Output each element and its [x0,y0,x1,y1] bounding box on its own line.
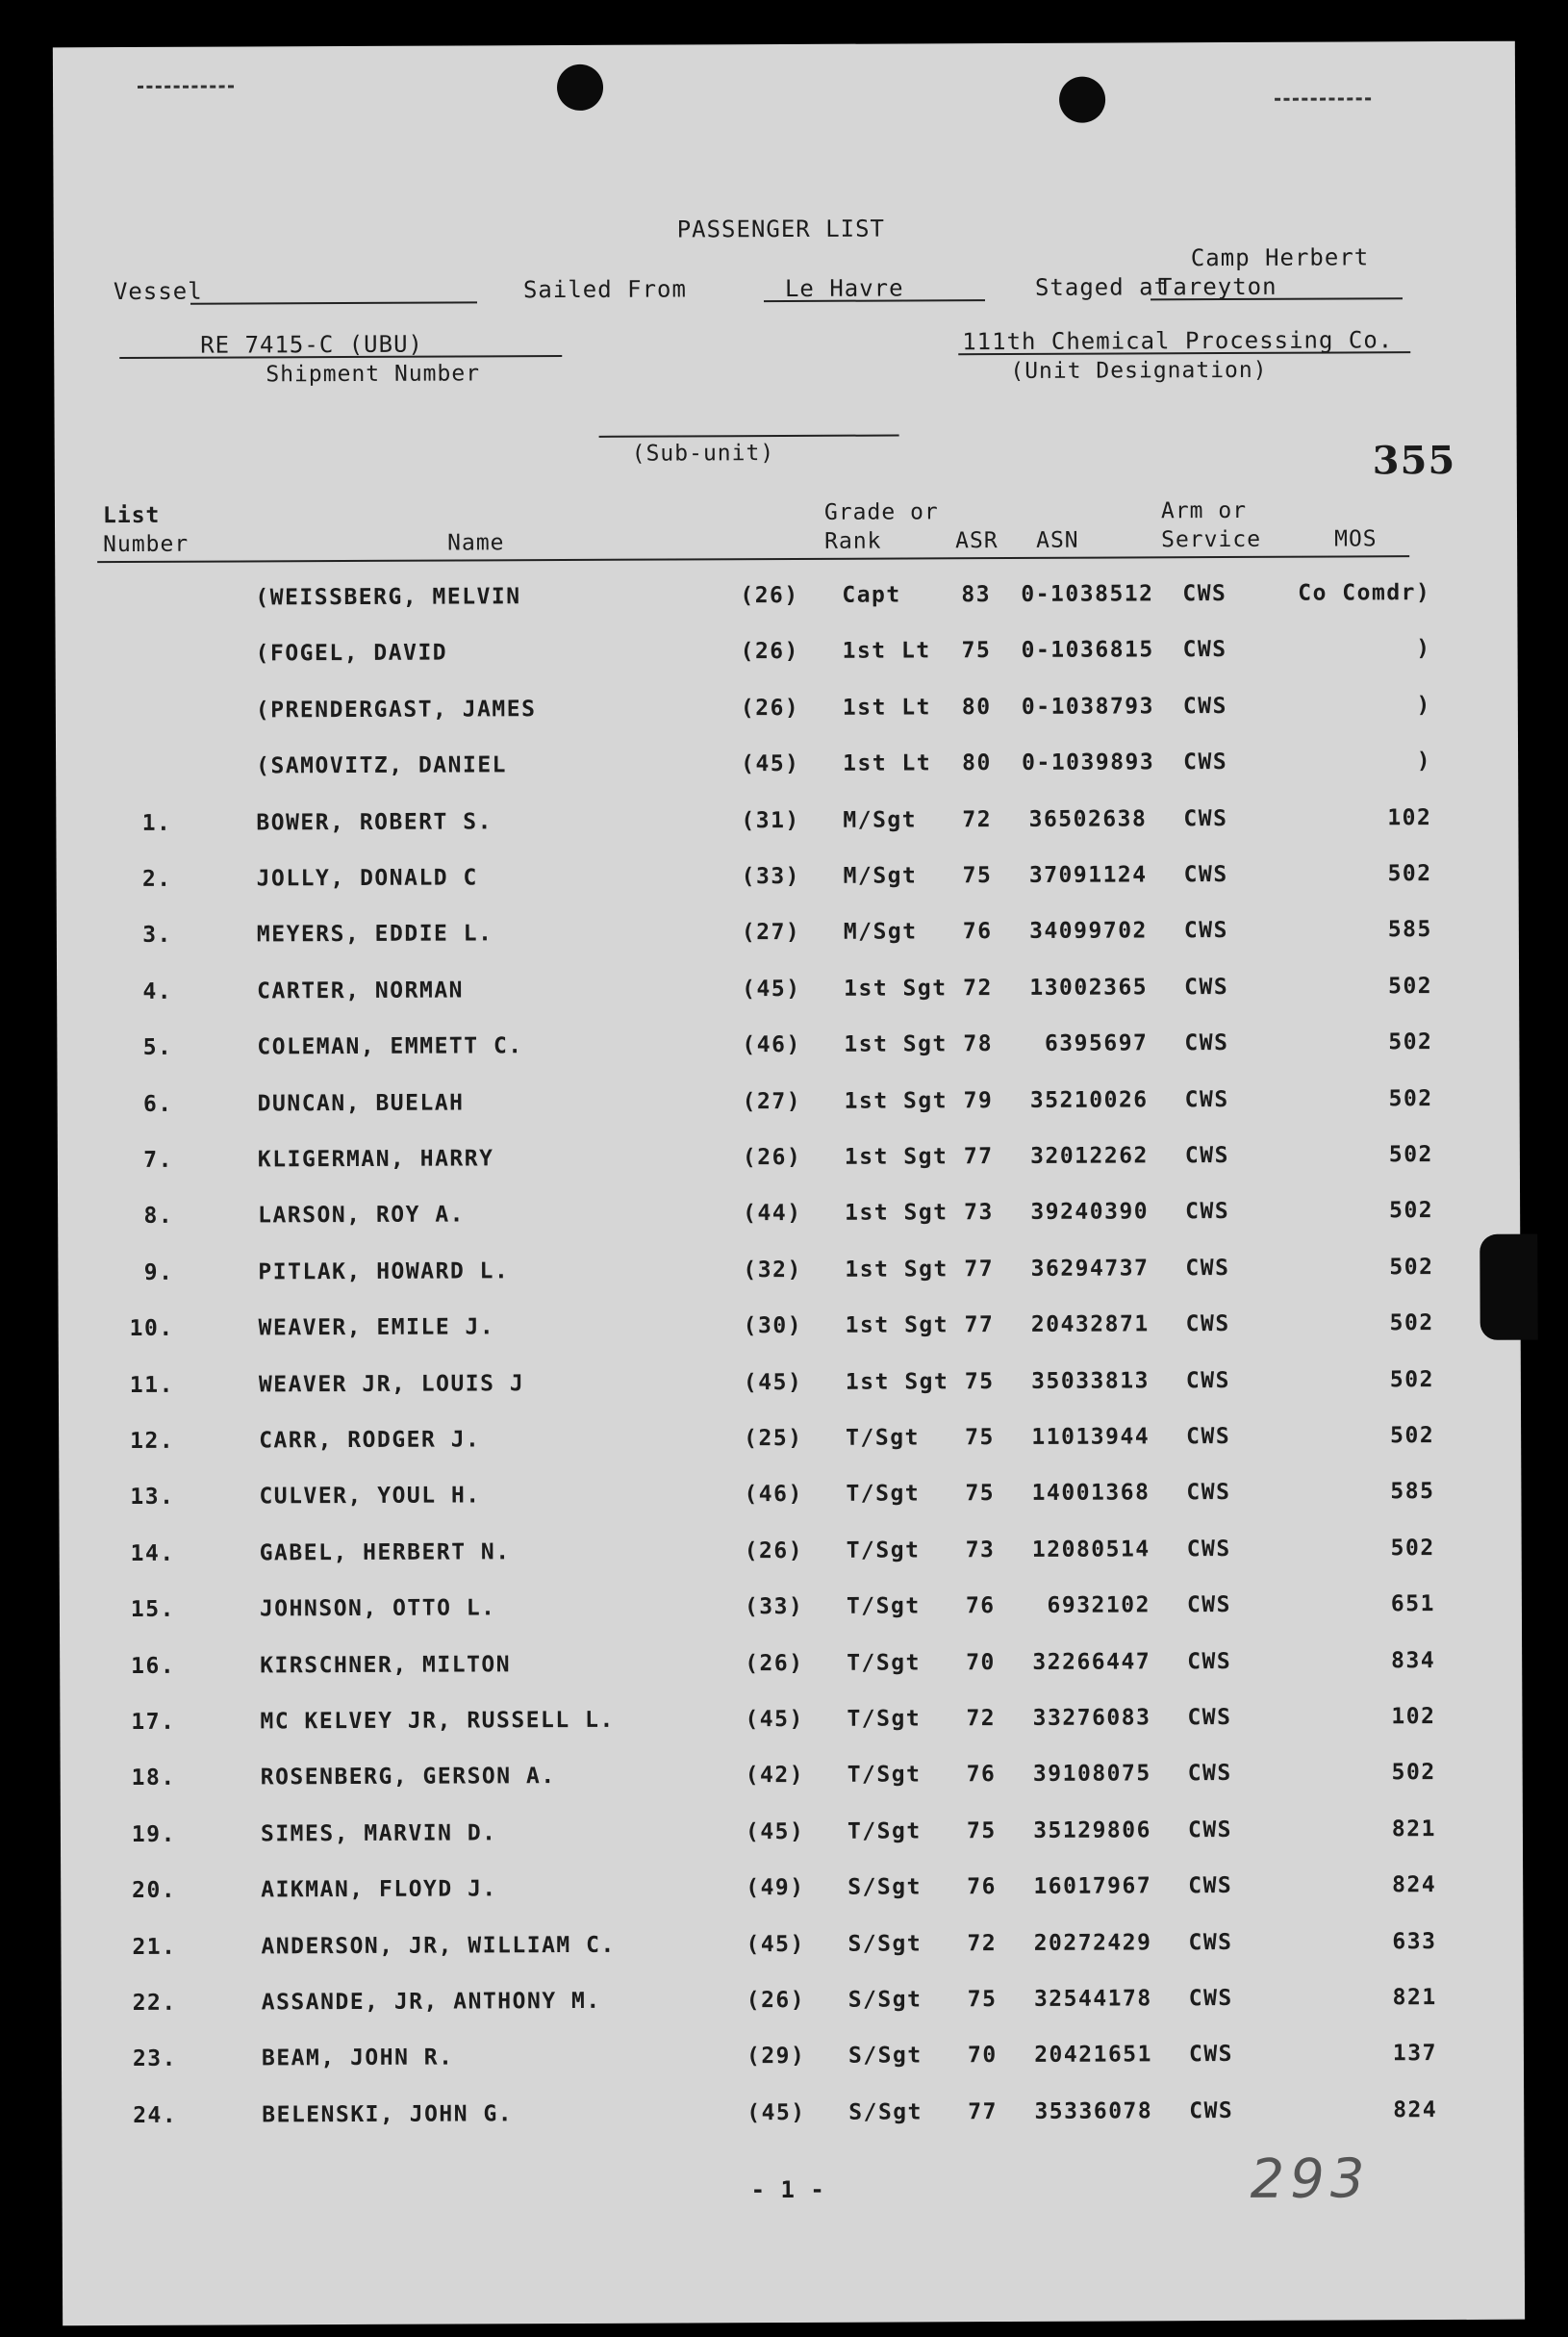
punch-hole-right [1059,77,1105,123]
asn: 32544178 [1033,1986,1152,2012]
code: (42) [745,1763,805,1789]
mos: 502 [1387,861,1432,887]
list-number: 16. [131,1653,176,1679]
code: (32) [743,1257,802,1283]
grade: T/Sgt [846,1593,921,1619]
arm-service: CWS [1187,1761,1232,1787]
arm-service: CWS [1188,1929,1233,1955]
list-number: 24. [133,2102,178,2128]
asn: 0-1038793 [1021,694,1155,720]
table-row [59,1310,1502,1356]
arm-service: CWS [1185,1311,1230,1337]
corner-mark-left [138,86,234,89]
code: (26) [740,639,800,665]
col-name: Name [447,530,505,556]
mos: 502 [1390,1535,1435,1562]
mos: 502 [1389,1310,1434,1336]
passenger-name: (PRENDERGAST, JAMES [255,696,537,724]
mos: 585 [1390,1479,1435,1505]
passenger-name: ANDERSON, JR, WILLIAM C. [261,1932,616,1959]
code: (26) [742,1144,802,1171]
list-number: 12. [130,1428,175,1454]
mos: 502 [1389,1254,1434,1281]
grade: 1st Lt [842,638,931,665]
table-row [57,974,1500,1019]
col-grade-1: Grade or [823,499,939,525]
arm-service: CWS [1182,581,1227,607]
passenger-name: ASSANDE, JR, ANTHONY M. [261,1988,601,2016]
arm-service: CWS [1183,749,1228,775]
passenger-name: (SAMOVITZ, DANIEL [256,752,508,779]
asn: 0-1036815 [1021,637,1154,664]
asn: 32266447 [1032,1648,1151,1675]
passenger-name: KLIGERMAN, HARRY [257,1146,494,1173]
list-number: 10. [129,1315,174,1342]
asr: 77 [964,1256,995,1283]
arm-service: CWS [1186,1423,1231,1450]
table-row [61,1760,1504,1805]
arm-service: CWS [1188,1985,1233,2012]
staged-top-label: Camp Herbert [1190,243,1370,272]
table-row [58,1255,1501,1300]
subunit-label: (Sub-unit) [631,441,775,467]
grade: M/Sgt [843,919,918,946]
asr: 72 [967,1930,998,1956]
passenger-name: GABEL, HERBERT N. [259,1539,511,1566]
list-number: 11. [129,1372,174,1398]
grade: 1st Sgt [845,1257,948,1283]
subunit-underline [599,434,899,437]
table-row [62,2097,1505,2143]
asn: 36502638 [1028,805,1148,832]
asn: 20421651 [1034,2042,1153,2069]
asn: 16017967 [1033,1873,1152,1900]
table-row [57,917,1500,962]
shipment-number-value: RE 7415-C (UBU) [200,330,424,359]
asr: 77 [968,2098,998,2124]
code: (26) [744,1537,804,1564]
arm-service: CWS [1187,1816,1233,1842]
asn: 14001368 [1031,1480,1151,1507]
list-number: 6. [142,1091,173,1117]
table-row [61,1872,1504,1918]
asn: 32012262 [1030,1143,1149,1169]
corner-mark-right [1275,97,1371,100]
passenger-name: (WEISSBERG, MELVIN [255,584,521,611]
table-row [58,1142,1501,1187]
asn: 37091124 [1028,862,1148,888]
code: (27) [741,920,801,946]
arm-service: CWS [1187,1704,1232,1731]
list-number: 18. [131,1765,176,1791]
list-number: 23. [132,2046,178,2072]
mos: 821 [1391,1816,1436,1842]
grade: S/Sgt [847,2043,923,2070]
passenger-name: (FOGEL, DAVID [255,640,448,667]
table-row [56,693,1499,738]
mos: ) [1416,692,1431,718]
grade: 1st Sgt [845,1200,948,1227]
vessel-label: Vessel [113,277,203,306]
asn: 36294737 [1030,1256,1150,1282]
grade: S/Sgt [848,2099,923,2125]
asr: 76 [965,1593,996,1619]
code: (45) [743,1369,803,1395]
asr: 76 [962,919,993,945]
asn: 39108075 [1032,1761,1151,1788]
table-row [62,1985,1505,2030]
col-grade-2: Rank [824,528,882,554]
asr: 76 [967,1874,997,1900]
code: (30) [743,1313,803,1339]
table-row [61,1816,1504,1862]
col-asn: ASN [1036,527,1079,553]
list-number: 19. [131,1821,177,1847]
col-list-number-1: List [102,502,161,529]
asr: 72 [966,1706,997,1732]
list-number: 13. [130,1485,175,1511]
list-number: 21. [132,1934,177,1960]
list-number: 14. [130,1540,175,1566]
arm-service: CWS [1188,2042,1234,2068]
document-page [53,41,1525,2326]
list-number: 7. [143,1147,173,1173]
arm-service: CWS [1183,805,1228,831]
asn: 35033813 [1031,1367,1150,1394]
mos: 102 [1391,1704,1436,1730]
asr: 72 [962,806,993,832]
asr: 75 [967,1987,998,2013]
mos: ) [1416,636,1431,662]
code: (33) [741,863,801,890]
vessel-underline [190,301,477,304]
asr: 79 [963,1087,994,1113]
arm-service: CWS [1182,693,1227,720]
arm-service: CWS [1184,1030,1229,1056]
grade: T/Sgt [846,1481,921,1508]
code: (26) [740,695,800,722]
arm-service: CWS [1186,1480,1231,1506]
arm-service: CWS [1182,637,1227,663]
arm-service: CWS [1183,918,1228,944]
passenger-name: DUNCAN, BUELAH [257,1090,465,1117]
asr: 75 [964,1368,995,1394]
arm-service: CWS [1187,1648,1232,1674]
list-number: 8. [143,1204,174,1230]
list-number: 17. [131,1709,176,1735]
table-row [57,1029,1500,1075]
mos: 824 [1392,1872,1437,1898]
asn: 33276083 [1032,1705,1151,1731]
list-number: 4. [142,978,173,1004]
list-number: 22. [132,1990,177,2016]
code: (45) [745,1706,804,1733]
asr: 75 [961,638,992,664]
asn: 20272429 [1033,1929,1152,1956]
code: (31) [741,807,800,833]
grade: S/Sgt [847,1874,923,1900]
table-row [59,1479,1502,1524]
code: (44) [743,1201,802,1227]
passenger-name: MEYERS, EDDIE L. [256,921,493,948]
list-number: 2. [141,866,172,892]
arm-service: CWS [1189,2097,1234,2123]
arm-service: CWS [1188,1873,1233,1899]
sailed-value: Le Havre [784,274,904,303]
table-row [59,1366,1502,1411]
code: (46) [744,1482,803,1508]
table-row [60,1647,1503,1692]
mos: 502 [1388,1085,1433,1111]
grade: 1st Lt [843,750,932,776]
header-underline [97,555,1409,563]
table-row [56,636,1499,681]
arm-service: CWS [1186,1592,1232,1618]
mos: 502 [1389,1366,1434,1392]
passenger-name: COLEMAN, EMMETT C. [257,1033,523,1060]
code: (33) [744,1594,804,1620]
code: (45) [745,1818,805,1844]
code: (29) [746,2044,806,2070]
grade: T/Sgt [847,1818,922,1844]
col-arm-2: Service [1161,526,1262,553]
passenger-name: BELENSKI, JOHN G. [262,2101,514,2128]
table-row [60,1536,1503,1581]
mos: 585 [1387,917,1432,943]
arm-service: CWS [1185,1255,1230,1281]
code: (49) [746,1875,805,1901]
mos: 834 [1391,1647,1436,1673]
grade: T/Sgt [847,1706,922,1732]
asn: 35210026 [1029,1086,1149,1113]
grade: 1st Sgt [845,1368,949,1395]
col-asr: ASR [955,528,999,554]
list-number: 9. [143,1259,174,1285]
mos: 821 [1392,1985,1437,2011]
mos: 651 [1390,1591,1435,1617]
arm-service: CWS [1186,1536,1231,1562]
passenger-name: SIMES, MARVIN D. [260,1820,497,1847]
asn: 12080514 [1031,1537,1151,1562]
staged-underline [1151,297,1403,300]
mos: 137 [1392,2041,1438,2067]
page-label: - 1 - [750,2175,825,2204]
mos: 502 [1388,973,1433,1000]
grade: T/Sgt [847,1762,922,1789]
mos: 502 [1389,1198,1434,1224]
unit-designation-value: 111th Chemical Processing Co. [962,326,1394,356]
passenger-name: CARTER, NORMAN [257,978,465,1004]
grade: S/Sgt [847,1930,923,1957]
staged-label: Staged at [1034,273,1170,301]
grade: T/Sgt [846,1425,920,1451]
asr: 80 [961,694,992,721]
grade: M/Sgt [843,863,918,889]
arm-service: CWS [1185,1199,1230,1225]
asr: 77 [964,1312,995,1338]
table-row [59,1423,1502,1468]
grade: 1st Sgt [845,1312,949,1338]
code: (26) [746,1987,806,2014]
table-row [57,861,1500,906]
list-number: 1. [141,810,172,836]
col-mos: MOS [1334,526,1378,552]
passenger-name: CARR, RODGER J. [259,1427,481,1454]
table-row [62,2041,1505,2086]
asn: 6395697 [1044,1030,1149,1057]
unit-designation-label: (Unit Designation) [1010,357,1268,384]
sailed-underline [764,299,985,302]
table-row [60,1704,1503,1749]
col-arm-1: Arm or [1160,497,1248,524]
table-row [55,580,1498,625]
asr: 75 [962,863,993,889]
passenger-name: BEAM, JOHN R. [261,2045,454,2071]
document-title: PASSENGER LIST [676,215,886,243]
passenger-name: KIRSCHNER, MILTON [260,1651,512,1678]
col-list-number-2: Number [103,531,190,558]
grade: 1st Sgt [844,1087,948,1114]
sheet-number: 355 [1372,437,1456,484]
code: (27) [742,1088,802,1114]
asr: 75 [966,1817,997,1843]
list-number: 20. [132,1877,177,1904]
code: (25) [744,1425,803,1452]
asn: 20432871 [1030,1311,1150,1338]
asn: 0-1039893 [1022,749,1155,776]
passenger-name: CULVER, YOUL H. [259,1483,481,1510]
grade: 1st Sgt [844,1031,948,1057]
mos: 102 [1387,804,1432,830]
grade: M/Sgt [843,807,918,833]
code: (45) [746,1931,805,1957]
passenger-name: JOLLY, DONALD C [256,865,478,892]
asn: 13002365 [1029,975,1149,1001]
table-row [58,1085,1501,1130]
code: (26) [745,1650,804,1676]
mos: ) [1416,749,1432,775]
asn: 11013944 [1031,1424,1151,1450]
arm-service: CWS [1183,862,1228,888]
list-number: 5. [142,1034,173,1061]
passenger-name: MC KELVEY JR, RUSSELL L. [260,1707,615,1735]
asr: 83 [961,582,992,608]
table-row [56,804,1499,850]
passenger-name: WEAVER, EMILE J. [258,1314,495,1341]
asr: 73 [964,1200,994,1226]
sailed-label: Sailed From [522,275,687,304]
grade: 1st Lt [842,695,931,721]
table-row [56,749,1499,794]
handwritten-page-number: 293 [1250,2147,1371,2211]
code: (26) [740,582,799,609]
passenger-name: PITLAK, HOWARD L. [258,1258,510,1285]
code: (45) [746,2099,806,2125]
passenger-name: AIKMAN, FLOYD J. [261,1876,497,1903]
grade: 1st Sgt [844,976,948,1002]
list-number: 15. [130,1596,175,1623]
grade: Capt [842,582,901,608]
mos: 502 [1388,1029,1433,1055]
asn: 39240390 [1030,1199,1150,1226]
asn: 0-1038512 [1021,581,1154,607]
mos: 502 [1388,1142,1433,1168]
passenger-name: ROSENBERG, GERSON A. [260,1764,556,1791]
arm-service: CWS [1184,1086,1229,1112]
asr: 78 [963,1031,994,1057]
grade: T/Sgt [846,1537,921,1563]
mos: Co Comdr) [1298,580,1431,606]
asr: 75 [965,1425,995,1451]
passenger-name: LARSON, ROY A. [258,1202,466,1229]
asr: 73 [965,1537,996,1562]
grade: T/Sgt [847,1650,921,1676]
passenger-name: WEAVER JR, LOUIS J [258,1370,525,1398]
mos: 502 [1390,1423,1435,1449]
asr: 80 [962,750,992,776]
arm-service: CWS [1184,974,1229,1001]
asr: 77 [963,1144,994,1170]
asr: 76 [966,1762,997,1788]
shipment-number-label: Shipment Number [266,361,481,388]
mos: 824 [1393,2096,1438,2123]
arm-service: CWS [1184,1143,1229,1169]
asn: 6932102 [1047,1592,1151,1619]
mos: 502 [1391,1760,1436,1786]
code: (45) [742,976,801,1003]
code: (46) [742,1032,801,1058]
list-number: 3. [142,923,172,949]
asr: 70 [967,2043,998,2069]
asr: 70 [966,1649,996,1675]
mos: 633 [1392,1928,1437,1954]
passenger-name: BOWER, ROBERT S. [256,808,493,836]
shipment-underline [119,355,562,359]
staged-value: Tareyton [1157,272,1277,301]
grade: S/Sgt [847,1987,923,2013]
arm-service: CWS [1185,1367,1231,1393]
asr: 75 [965,1481,996,1507]
punch-hole-left [557,64,603,111]
table-row [60,1591,1503,1637]
asr: 72 [963,975,993,1002]
asn: 35336078 [1034,2098,1153,2124]
table-row [61,1928,1504,1973]
grade: 1st Sgt [844,1144,948,1170]
table-row [58,1198,1501,1243]
code: (45) [741,751,800,777]
asn: 34099702 [1029,918,1148,945]
passenger-name: JOHNSON, OTTO L. [259,1595,496,1622]
asn: 35129806 [1033,1817,1151,1843]
